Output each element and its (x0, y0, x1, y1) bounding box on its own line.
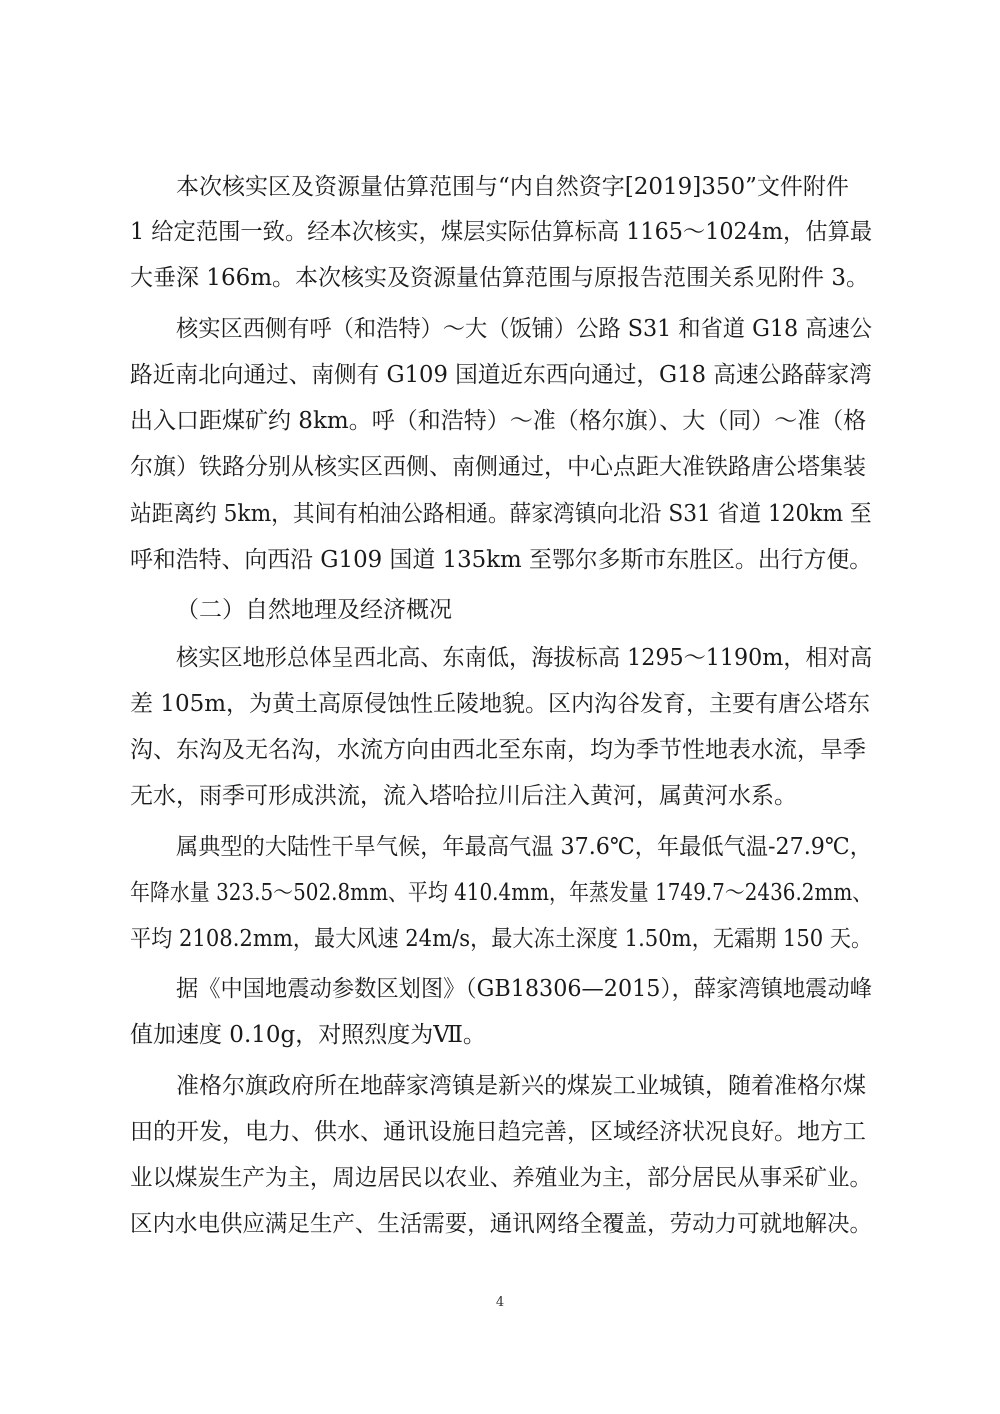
text-line: 大垂深 166m。本次核实及资源量估算范围与原报告范围关系见附件 3。 (130, 265, 869, 291)
text-line: 核实区地形总体呈西北高、东南低，海拔标高 1295～1190m，相对高 (176, 645, 873, 671)
text-line: 准格尔旗政府所在地薛家湾镇是新兴的煤炭工业城镇，随着准格尔煤 (176, 1073, 866, 1099)
text-line: 年降水量 323.5～502.8mm、平均 410.4mm，年蒸发量 1749.7～2436.2mm、 (130, 880, 873, 906)
page-number: 4 (495, 1295, 505, 1310)
text-line: 路近南北向通过、南侧有 G109 国道近东西向通过，G18 高速公路薛家湾 (130, 362, 872, 388)
text-line: 站距离约 5km，其间有柏油公路相通。薛家湾镇向北沿 S31 省道 120km 至 (130, 501, 872, 527)
text-line: 尔旗）铁路分别从核实区西侧、南侧通过，中心点距大准铁路唐公塔集装 (130, 454, 866, 480)
text-line: 属典型的大陆性干旱气候，年最高气温 37.6℃，年最低气温-27.9℃， (176, 834, 872, 860)
text-line: 差 105m，为黄土高原侵蚀性丘陵地貌。区内沟谷发育，主要有唐公塔东 (130, 691, 871, 717)
section-heading: （二）自然地理及经济概况 (176, 597, 452, 623)
text-line: 出入口距煤矿约 8km。呼（和浩特）～准（格尔旗）、大（同）～准（格 (130, 408, 867, 434)
text-line: 据《中国地震动参数区划图》（GB18306—2015），薛家湾镇地震动峰 (176, 976, 872, 1002)
text-line: 呼和浩特、向西沿 G109 国道 135km 至鄂尔多斯市东胜区。出行方便。 (130, 547, 873, 573)
text-line: 值加速度 0.10g，对照烈度为Ⅶ。 (130, 1022, 486, 1048)
text-line: 业以煤炭生产为主，周边居民以农业、养殖业为主，部分居民从事采矿业。 (130, 1165, 872, 1191)
text-line: 沟、东沟及无名沟，水流方向由西北至东南，均为季节性地表水流，旱季 (130, 737, 866, 763)
text-line: 1 给定范围一致。经本次核实，煤层实际估算标高 1165～1024m，估算最 (130, 219, 873, 245)
text-line: 平均 2108.2mm，最大风速 24m/s，最大冻土深度 1.50m，无霜期 150 天。 (130, 926, 873, 952)
text-line: 核实区西侧有呼（和浩特）～大（饭铺）公路 S31 和省道 G18 高速公 (176, 316, 872, 342)
text-line: 区内水电供应满足生产、生活需要，通讯网络全覆盖，劳动力可就地解决。 (130, 1211, 872, 1237)
text-line: 无水，雨季可形成洪流，流入塔哈拉川后注入黄河，属黄河水系。 (130, 783, 797, 809)
text-line: 田的开发，电力、供水、通讯设施日趋完善，区域经济状况良好。地方工 (130, 1119, 866, 1145)
text-line: 本次核实区及资源量估算范围与“内自然资字[2019]350”文件附件 (176, 174, 849, 200)
